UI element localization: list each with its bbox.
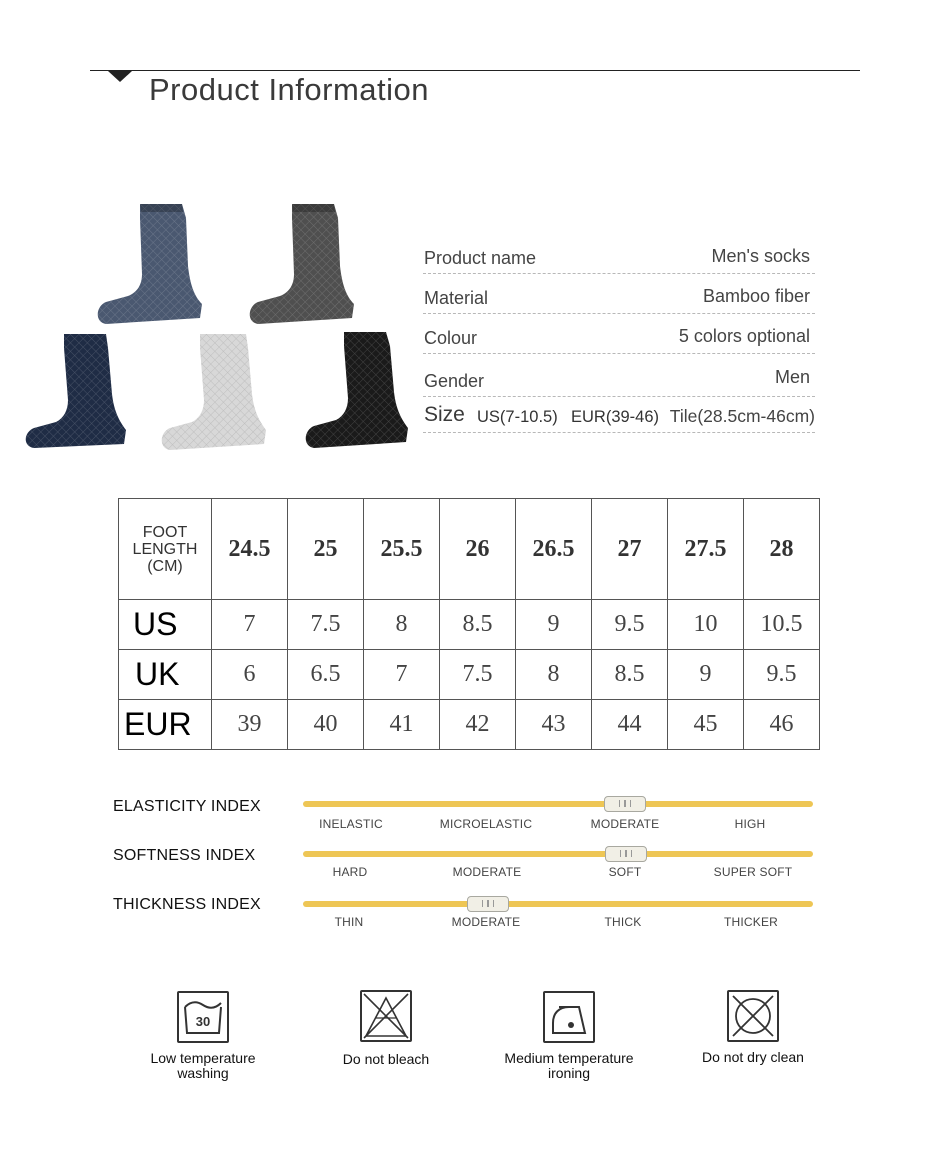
size-cell: 40 [288,700,364,750]
thickness-tick: MODERATE [451,915,521,929]
sock-navy [26,334,126,448]
sock-black [306,332,408,448]
size-cell: 45 [668,700,744,750]
care-label-dry-clean [702,1050,804,1065]
size-cell: 10 [668,600,744,650]
foot-length-cell: 28 [744,499,820,600]
foot-length-cell: 26 [440,499,516,600]
info-key: Size [424,403,465,426]
elasticity-index-label: ELASTICITY INDEX [113,798,261,815]
iron-medium-icon [543,991,595,1043]
info-key: Gender [424,371,485,391]
size-cell: 8.5 [440,600,516,650]
elasticity-tick: MODERATE [590,817,660,831]
size-cell: 9.5 [744,650,820,700]
info-value: 5 colors optional [678,326,810,346]
thickness-index-knob [467,896,509,912]
foot-label-line: LENGTH [132,540,198,558]
info-value: Men's socks [711,246,810,266]
wash-temp-label: 30 [195,1014,211,1029]
size-chart-row-eur [119,700,820,750]
size-chart-row-us [119,600,820,650]
care-label-line: Medium temperature [504,1050,634,1066]
softness-tick: HARD [332,865,368,879]
header-marker-icon [108,71,132,82]
size-us: US(7-10.5) [477,408,558,426]
softness-tick: MODERATE [452,865,522,879]
care-label-washing [150,1051,255,1081]
info-value: Men [774,367,810,387]
no-bleach-icon [360,990,412,1042]
info-row-material [423,274,815,314]
size-chart [118,498,820,750]
size-cell: 39 [212,700,288,750]
size-cell: 42 [440,700,516,750]
care-label-line: Do not dry clean [702,1049,804,1065]
elasticity-index-knob [604,796,646,812]
size-chart-header-row [119,499,820,600]
size-cell: 7.5 [288,600,364,650]
care-label-ironing [504,1051,633,1081]
sock-blue-grey [98,204,202,324]
info-row-gender [423,354,815,397]
size-cell: 7.5 [440,650,516,700]
size-cell: 7 [212,600,288,650]
foot-length-cell: 24.5 [212,499,288,600]
row-label: UK [119,650,212,700]
thickness-index-label: THICKNESS INDEX [113,896,261,913]
info-value: Bamboo fiber [702,286,810,306]
wash-30-icon [177,991,229,1043]
size-cell: 8.5 [592,650,668,700]
thickness-index-bar [303,901,813,907]
info-row-size [423,397,815,433]
softness-index-knob [605,846,647,862]
foot-label-line: (CM) [147,557,183,575]
row-label: US [119,600,212,650]
foot-length-cell: 27.5 [668,499,744,600]
size-cell: 9 [668,650,744,700]
size-cell: 46 [744,700,820,750]
product-socks-image [18,196,418,458]
softness-index-bar [303,851,813,857]
thickness-tick: THICKER [723,915,779,929]
foot-length-cell: 27 [592,499,668,600]
foot-label-line: FOOT [142,523,188,541]
size-cell: 41 [364,700,440,750]
care-label-line: Low temperature [150,1050,256,1066]
product-info-list [423,234,815,433]
info-row-product-name [423,234,815,274]
care-label-line: washing [177,1065,229,1081]
size-tile: Tile(28.5cm-46cm) [669,406,815,426]
size-chart-row-uk [119,650,820,700]
size-cell: 9 [516,600,592,650]
elasticity-index-bar [303,801,813,807]
foot-length-header [119,499,212,600]
thickness-tick: THICK [604,915,642,929]
sock-grey [250,204,354,324]
foot-length-cell: 25.5 [364,499,440,600]
size-cell: 6 [212,650,288,700]
care-label-line: ironing [547,1065,591,1081]
sock-white [162,334,266,450]
size-cell: 9.5 [592,600,668,650]
foot-length-cell: 26.5 [516,499,592,600]
page-title: Product Information [149,72,430,107]
size-cell: 43 [516,700,592,750]
header-rule [90,70,860,71]
foot-length-cell: 25 [288,499,364,600]
elasticity-tick: INELASTIC [319,817,383,831]
size-cell: 44 [592,700,668,750]
softness-index-label: SOFTNESS INDEX [113,847,256,864]
elasticity-tick: MICROELASTIC [439,817,533,831]
info-key: Product name [424,248,537,268]
size-cell: 10.5 [744,600,820,650]
info-key: Material [424,288,489,308]
info-key: Colour [424,328,478,348]
size-cell: 6.5 [288,650,364,700]
care-label-bleach [343,1052,429,1067]
elasticity-tick: HIGH [734,817,766,831]
no-dry-clean-icon [727,990,779,1042]
size-eur: EUR(39-46) [571,408,660,426]
thickness-tick: THIN [334,915,364,929]
size-cell: 8 [364,600,440,650]
size-cell: 8 [516,650,592,700]
softness-tick: SUPER SOFT [713,865,793,879]
softness-tick: SOFT [608,865,642,879]
info-row-colour [423,314,815,354]
row-label: EUR [119,700,212,750]
size-cell: 7 [364,650,440,700]
care-label-line: Do not bleach [342,1051,430,1067]
